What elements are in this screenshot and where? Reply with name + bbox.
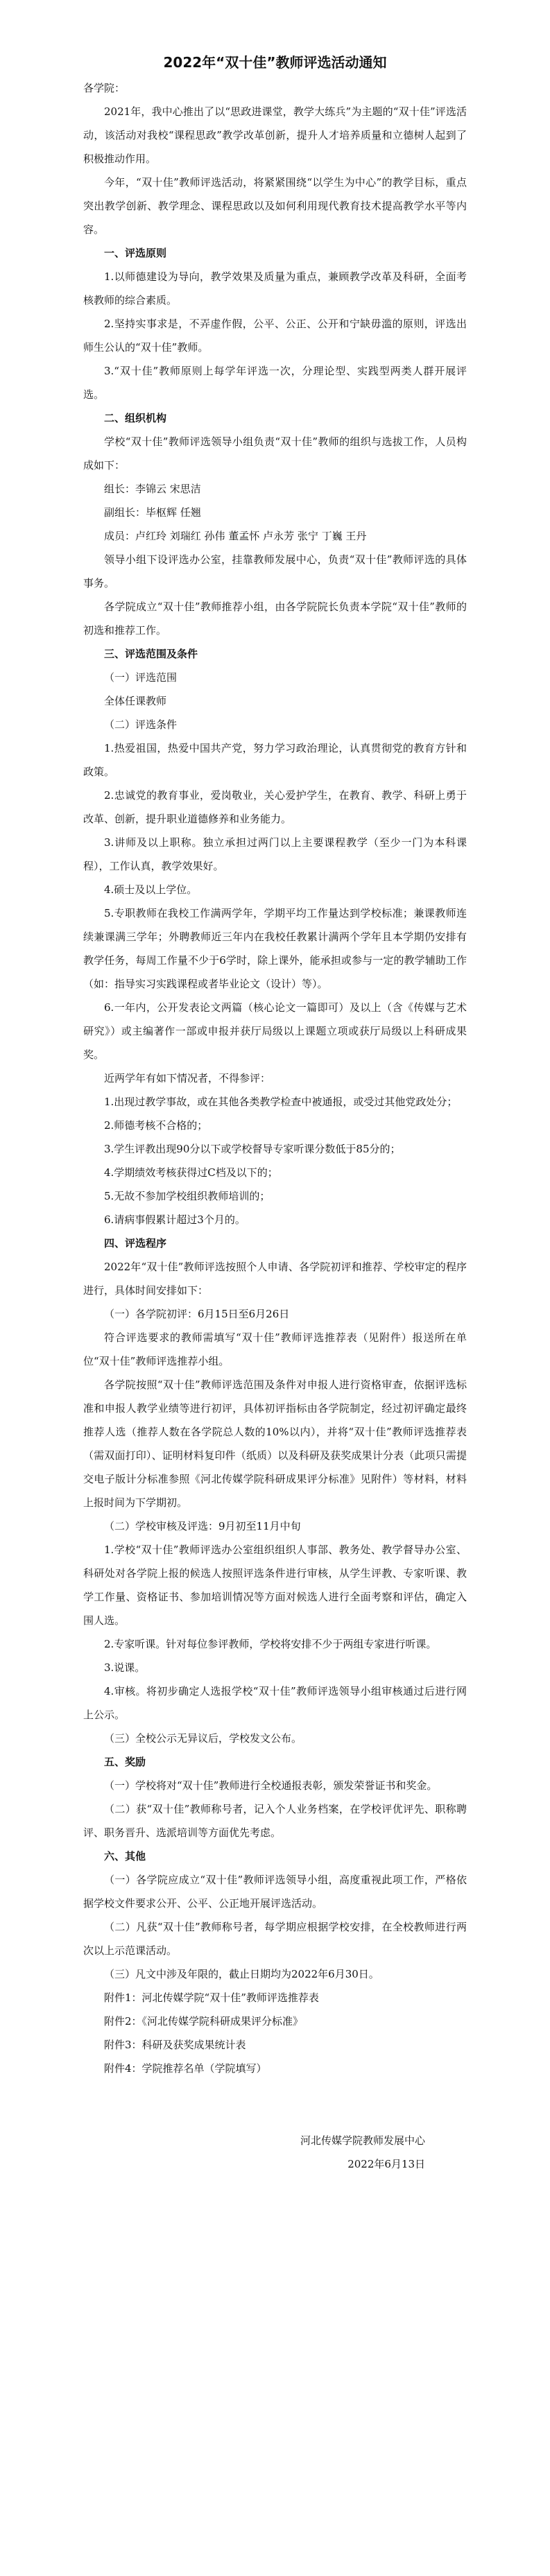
section-heading-organization: 二、组织机构 — [104, 412, 167, 424]
veto-item: 5.无故不参加学校组织教师培训的； — [104, 1190, 270, 1202]
intro-paragraph: 今年，“双十佳”教师评选活动，将紧紧围绕“以学生为中心”的教学目标，重点突出教学创新、教学理念、课程思政以及如何利用现代教育技术提高教学水平等内容。 — [83, 176, 467, 236]
attachment-item: 附件2：《河北传媒学院科研成果评分标准》 — [104, 2015, 304, 2028]
reward-item: （一）学校将对“双十佳”教师进行全校通报表彰，颁发荣誉证书和奖金。 — [104, 1779, 438, 1792]
condition-item: 5.专职教师在我校工作满两学年，学期平均工作量达到学校标准；兼课教师连续兼课满三学年；外聘教师近三年内在我校任教累计满两个学年且本学期仍安排有教学任务，每周工作量不少于6学时，除上课外，能承担或参与一定的教学辅助工作（如：指导实习实践课程或者毕业论文（设计）等）。 — [83, 907, 467, 990]
signature-block — [83, 2129, 467, 2176]
member-line-members: 成员：卢红玲 刘瑞红 孙伟 董孟怀 卢永芳 张宁 丁巍 王丹 — [104, 530, 367, 542]
salutation: 各学院： — [83, 82, 126, 94]
step-paragraph: 3.说课。 — [104, 1661, 146, 1674]
step-paragraph: 符合评选要求的教师需填写“双十佳”教师评选推荐表（见附件）报送所在单位“双十佳”教师评选推荐小组。 — [83, 1331, 467, 1367]
condition-item: 4.硕士及以上学位。 — [104, 883, 198, 896]
step-heading-publish: （三）全校公示无异议后，学校发文公布。 — [104, 1732, 302, 1745]
organization-paragraph: 领导小组下设评选办公室，挂靠教师发展中心，负责“双十佳”教师评选的具体事务。 — [83, 553, 467, 589]
veto-item: 4.学期绩效考核获得过C档及以下的； — [104, 1166, 278, 1179]
subsection-heading-conditions: （二）评选条件 — [104, 718, 178, 731]
scope-text: 全体任课教师 — [104, 695, 167, 707]
principle-item: 3.“双十佳”教师原则上每学年评选一次，分理论型、实践型两类人群开展评选。 — [83, 365, 467, 401]
other-item: （一）各学院应成立“双十佳”教师评选领导小组，高度重视此项工作，严格依据学校文件要求公开、公平、公正地开展评选活动。 — [83, 1874, 467, 1910]
reward-item: （二）获“双十佳”教师称号者，记入个人业务档案，在学校评优评先、职称聘评、职务晋升、选派培训等方面优先考虑。 — [83, 1803, 467, 1839]
attachment-item: 附件1：河北传媒学院“双十佳”教师评选推荐表 — [104, 1991, 319, 2004]
veto-intro: 近两学年有如下情况者，不得参评： — [104, 1072, 271, 1084]
subsection-heading-scope: （一）评选范围 — [104, 671, 178, 684]
signature-organization: 河北传媒学院教师发展中心 — [300, 2134, 425, 2147]
attachment-item: 附件3：科研及获奖成果统计表 — [104, 2039, 246, 2051]
organization-paragraph: 各学院成立“双十佳”教师推荐小组，由各学院院长负责本学院“双十佳”教师的初选和推荐工作。 — [83, 600, 467, 637]
veto-item: 6.请病事假累计超过3个月的。 — [104, 1213, 246, 1226]
section-heading-scope: 三、评选范围及条件 — [104, 648, 198, 660]
step-paragraph: 2.专家听课。针对每位参评教师，学校将安排不少于两组专家进行听课。 — [104, 1638, 437, 1650]
document-title: 2022年“双十佳”教师评选活动通知 — [163, 54, 387, 71]
section-heading-procedure: 四、评选程序 — [104, 1237, 167, 1250]
step-heading-review: （二）学校审核及评选：9月初至11月中旬 — [104, 1520, 301, 1532]
step-paragraph: 各学院按照“双十佳”教师评选范围及条件对申报人进行资格审查，依据评选标准和申报人教学业绩等进行初评，具体初评指标由各学院制定，经过初评确定最终推荐人选（推荐人数在各学院总人数的10%以内），并将“双十佳”教师评选推荐表（需双面打印）、证明材料复印件（纸质）以及科研及获奖成果计分表（此项只需提交电子版计分标准参照《河北传媒学院科研成果评分标准》见附件）等材料，材料上报时间为下学期初。 — [83, 1378, 467, 1509]
veto-item: 1.出现过教学事故，或在其他各类教学检查中被通报，或受过其他党政处分； — [104, 1096, 458, 1108]
condition-item: 2.忠诚党的教育事业，爱岗敬业，关心爱护学生，在教育、教学、科研上勇于改革、创新，提升职业道德修养和业务能力。 — [83, 789, 467, 825]
procedure-intro: 2022年“双十佳”教师评选按照个人申请、各学院初评和推荐、学校审定的程序进行，具体时间安排如下： — [83, 1261, 467, 1297]
section-heading-other: 六、其他 — [104, 1850, 146, 1862]
member-line-leader: 组长：李锦云 宋思洁 — [104, 483, 201, 495]
condition-item: 1.热爱祖国，热爱中国共产党，努力学习政治理论，认真贯彻党的教育方针和政策。 — [83, 742, 467, 778]
step-paragraph: 1.学校“双十佳”教师评选办公室组织组织人事部、教务处、教学督导办公室、科研处对各学院上报的候选人按照评选条件进行审核，从学生评教、专家听课、教学工作量、资格证书、参加培训情况等方面对候选人进行全面考察和评估，确定入围人选。 — [83, 1544, 467, 1627]
step-heading-initial: （一）各学院初评：6月15日至6月26日 — [104, 1308, 290, 1320]
condition-item: 3.讲师及以上职称。独立承担过两门以上主要课程教学（至少一门为本科课程），工作认真，教学效果好。 — [83, 836, 467, 872]
member-line-deputy: 副组长：毕枢辉 任翘 — [104, 506, 201, 519]
section-heading-principles: 一、评选原则 — [104, 247, 167, 259]
other-item: （二）凡获“双十佳”教师称号者，每学期应根据学校安排，在全校教师进行两次以上示范课活动。 — [83, 1921, 467, 1957]
principle-item: 1.以师德建设为导向，教学效果及质量为重点，兼顾教学改革及科研，全面考核教师的综合素质。 — [83, 270, 467, 306]
organization-paragraph: 学校“双十佳”教师评选领导小组负责“双十佳”教师的组织与选拔工作，人员构成如下： — [83, 435, 467, 472]
principle-item: 2.坚持实事求是，不弄虚作假，公平、公正、公开和宁缺毋滥的原则，评选出师生公认的“双十佳”教师。 — [83, 318, 467, 354]
attachment-item: 附件4：学院推荐名单（学院填写） — [104, 2062, 267, 2075]
veto-item: 3.学生评教出现90分以下或学校督导专家听课分数低于85分的； — [104, 1143, 401, 1155]
other-item: （三）凡文中涉及年限的，截止日期均为2022年6月30日。 — [104, 1968, 379, 1980]
condition-item: 6.一年内，公开发表论文两篇（核心论文一篇即可）及以上（含《传媒与艺术研究》）或主编著作一部或申报并获厅局级以上课题立项或获厅局级以上科研成果奖。 — [83, 1001, 467, 1061]
signature-date: 2022年6月13日 — [347, 2158, 425, 2170]
section-heading-rewards: 五、奖励 — [104, 1756, 146, 1768]
intro-paragraph: 2021年，我中心推出了以“思政进课堂，教学大练兵”为主题的“双十佳”评选活动，该活动对我校“课程思政”教学改革创新，提升人才培养质量和立德树人起到了积极推动作用。 — [83, 105, 467, 165]
veto-item: 2.师德考核不合格的； — [104, 1119, 208, 1132]
step-paragraph: 4.审核。将初步确定人选报学校“双十佳”教师评选领导小组审核通过后进行网上公示。 — [83, 1685, 467, 1721]
